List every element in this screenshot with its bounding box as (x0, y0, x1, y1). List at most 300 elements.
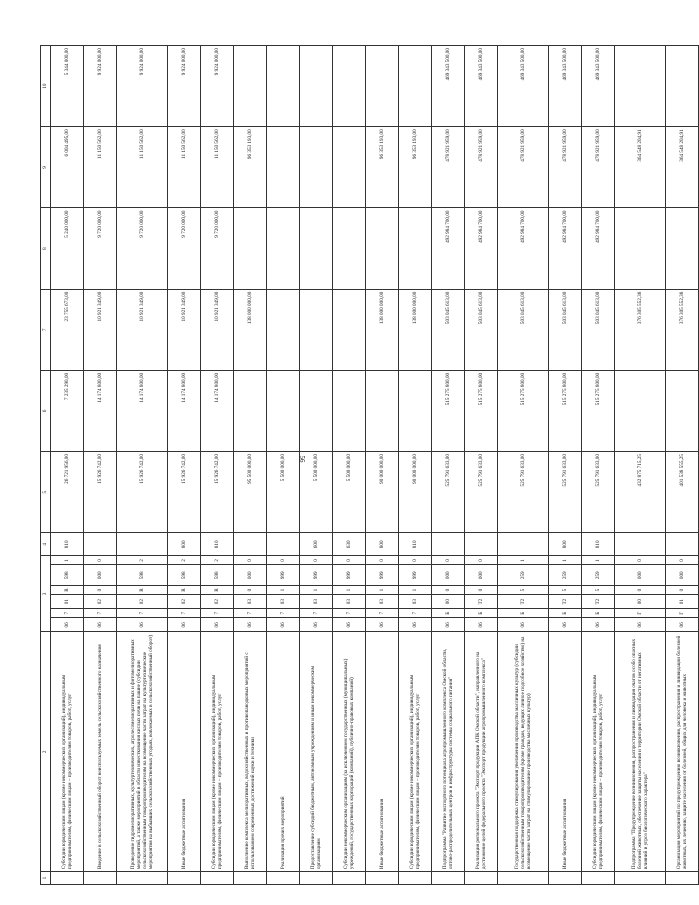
row-name: Введение в сельскохозяйственный оборот неиспользуемых земель сельскохозяйственного назначения (84, 632, 117, 872)
amount-cell: 96 353 193,00 (366, 127, 399, 208)
code-cell: 259 (549, 565, 582, 586)
row-name: Иные бюджетные ассигнования (366, 632, 399, 872)
expense-type-cell (84, 533, 117, 556)
row-name: Иные бюджетные ассигнования (549, 632, 582, 872)
row-index-cell (168, 872, 201, 885)
amount-cell (300, 208, 333, 289)
code-cell: 03 (300, 595, 333, 609)
amount-cell: 15 926 742,00 (84, 452, 117, 533)
amount-cell (333, 127, 366, 208)
amount-cell: 469 343 500,00 (498, 46, 549, 127)
row-index-cell (666, 872, 699, 885)
row-name: Выполнение комплекса мелиоративных, водохозяйственных и противопаводковых мероприятий с использованием современных достижений науки и техники (234, 632, 267, 872)
code-cell: R (117, 586, 168, 595)
amount-cell (666, 208, 699, 289)
code-cell: 7 (201, 609, 234, 618)
code-cell: 999 (399, 565, 432, 586)
amount-cell: 15 926 742,00 (201, 452, 234, 533)
code-cell: 03 (267, 595, 300, 609)
row-name: Субсидии юридическим лицам (кроме некоммерческих организаций), индивидуальным предпринимателям, физическим лицам – производителям товаров, работ, услуг (399, 632, 432, 872)
code-cell: 0 (84, 556, 117, 565)
code-cell: 2 (117, 556, 168, 565)
row-name: Государственная поддержка стимулирования увеличения производства масличных культур (субсидии сельскохозяйственным товаропроизводителям (кроме граждан, ведущих личное подсобное хозяйство) на возмещение части затрат на стимулирование производства масличных культур) (498, 632, 549, 872)
amount-cell (333, 370, 366, 451)
code-cell: 02 (117, 595, 168, 609)
code-cell: 999 (333, 565, 366, 586)
amount-cell (333, 289, 366, 370)
header-cell: 1 (41, 872, 51, 885)
code-cell: 598 (168, 565, 201, 586)
amount-cell: 503 045 613,00 (549, 289, 582, 370)
code-cell: 5 (498, 586, 549, 595)
table-row (366, 46, 399, 885)
amount-cell: 9 924 000,00 (168, 46, 201, 127)
amount-cell: 492 984 700,00 (465, 208, 498, 289)
expense-type-cell: 810 (582, 533, 615, 556)
amount-cell: 14 174 800,00 (117, 370, 168, 451)
budget-table (40, 45, 699, 885)
row-index-cell (432, 872, 465, 885)
code-cell: 06 (117, 618, 168, 632)
header-row (41, 46, 51, 885)
code-cell: 2 (201, 556, 234, 565)
code-cell: 1 (582, 556, 615, 565)
amount-cell: 469 343 500,00 (582, 46, 615, 127)
code-cell: 0 (234, 586, 267, 595)
code-cell: 00 (615, 595, 666, 609)
code-cell: 03 (234, 595, 267, 609)
expense-type-cell: 800 (366, 533, 399, 556)
header-cell: 7 (41, 289, 51, 370)
code-cell: 06 (666, 618, 699, 632)
code-cell: 0 (465, 586, 498, 595)
amount-cell: 503 045 613,00 (465, 289, 498, 370)
amount-cell (300, 370, 333, 451)
amount-cell: 525 791 633,00 (498, 452, 549, 533)
amount-cell (399, 208, 432, 289)
code-cell: 7 (366, 609, 399, 618)
table-row (465, 46, 498, 885)
expense-type-cell (267, 533, 300, 556)
code-cell: 06 (582, 618, 615, 632)
amount-cell: 14 174 800,00 (84, 370, 117, 451)
table-row (84, 46, 117, 885)
amount-cell: 5 240 000,00 (51, 208, 84, 289)
amount-cell (300, 127, 333, 208)
code-cell: Г (666, 609, 699, 618)
expense-type-cell: 810 (51, 533, 84, 556)
code-cell: 06 (333, 618, 366, 632)
amount-cell (300, 289, 333, 370)
amount-cell: 11 150 562,00 (201, 127, 234, 208)
code-cell: 598 (117, 565, 168, 586)
header-cell: 5 (41, 452, 51, 533)
amount-cell: 515 275 800,00 (432, 370, 465, 451)
code-cell: 01 (51, 595, 84, 609)
code-cell: 06 (168, 618, 201, 632)
code-cell: Б (465, 609, 498, 618)
code-cell: 5 (582, 586, 615, 595)
code-cell: Б (549, 609, 582, 618)
code-cell: 0 (432, 556, 465, 565)
amount-cell: 10 921 349,00 (84, 289, 117, 370)
expense-type-cell (117, 533, 168, 556)
amount-cell: 90 000 000,00 (399, 452, 432, 533)
amount-cell: 515 275 800,00 (582, 370, 615, 451)
amount-cell: 432 875 715,25 (615, 452, 666, 533)
code-cell: 0 (615, 556, 666, 565)
code-cell: 598 (51, 565, 84, 586)
row-index-cell (498, 872, 549, 885)
code-cell: 06 (498, 618, 549, 632)
amount-cell: 5 500 000,00 (333, 452, 366, 533)
header-cell: 6 (41, 370, 51, 451)
amount-cell: 96 353 193,00 (234, 127, 267, 208)
amount-cell: 9 720 000,00 (117, 208, 168, 289)
amount-cell: 11 150 562,00 (117, 127, 168, 208)
code-cell: 999 (366, 565, 399, 586)
code-cell: 06 (267, 618, 300, 632)
expense-type-cell: 630 (333, 533, 366, 556)
code-cell: 0 (465, 556, 498, 565)
amount-cell: 515 275 800,00 (465, 370, 498, 451)
header-cell: 3 (41, 556, 51, 632)
code-cell: 1 (549, 556, 582, 565)
amount-cell (615, 46, 666, 127)
code-cell: 0 (333, 556, 366, 565)
code-cell: 7 (168, 609, 201, 618)
expense-type-cell (498, 533, 549, 556)
amount-cell: 10 921 349,00 (201, 289, 234, 370)
expense-type-cell (615, 533, 666, 556)
amount-cell: 9 720 000,00 (201, 208, 234, 289)
code-cell: Т2 (498, 595, 549, 609)
code-cell: 000 (234, 565, 267, 586)
amount-cell (366, 46, 399, 127)
code-cell: 999 (267, 565, 300, 586)
amount-cell: 5 344 000,00 (51, 46, 84, 127)
amount-cell: 478 921 959,00 (582, 127, 615, 208)
code-cell: 1 (51, 556, 84, 565)
expense-type-cell: 800 (549, 533, 582, 556)
amount-cell: 23 755 673,00 (51, 289, 84, 370)
amount-cell (267, 289, 300, 370)
amount-cell (300, 46, 333, 127)
row-name: Субсидии юридическим лицам (кроме некоммерческих организаций), индивидуальным предпринимателям, физическим лицам – производителям товаров, работ, услуг (51, 632, 84, 872)
amount-cell: 9 924 000,00 (84, 46, 117, 127)
row-index-cell (333, 872, 366, 885)
code-cell: R (201, 586, 234, 595)
code-cell: 06 (300, 618, 333, 632)
code-cell: 0 (84, 586, 117, 595)
code-cell: 0 (666, 586, 699, 595)
code-cell: 0 (432, 586, 465, 595)
row-name: Реализация прочих мероприятий (267, 632, 300, 872)
amount-cell: 96 353 193,00 (399, 127, 432, 208)
code-cell: 598 (201, 565, 234, 586)
row-index-cell (267, 872, 300, 885)
rotated-page (40, 45, 688, 885)
code-cell: 02 (84, 595, 117, 609)
expense-type-cell: 800 (168, 533, 201, 556)
amount-cell: 492 984 700,00 (432, 208, 465, 289)
code-cell: 0 (399, 556, 432, 565)
amount-cell: 26 721 956,00 (51, 452, 84, 533)
amount-cell (267, 370, 300, 451)
code-cell: 1 (366, 586, 399, 595)
amount-cell (333, 46, 366, 127)
amount-cell: 10 921 349,00 (168, 289, 201, 370)
row-name: Реализация регионального проекта "Экспорт продукции АПК Омской области", направленного на достижение целей федерального проекта "Экспорт продукции агропромышленного комплекса" (465, 632, 498, 872)
code-cell: 06 (84, 618, 117, 632)
code-cell: 2 (168, 556, 201, 565)
row-index-cell (51, 872, 84, 885)
code-cell: 000 (666, 565, 699, 586)
expense-type-cell (234, 533, 267, 556)
header-cell: 10 (41, 46, 51, 127)
code-cell: Б (582, 609, 615, 618)
amount-cell: 5 500 000,00 (267, 452, 300, 533)
amount-cell: 478 921 959,00 (465, 127, 498, 208)
row-index-cell (615, 872, 666, 885)
amount-cell (399, 370, 432, 451)
code-cell: 000 (615, 565, 666, 586)
amount-cell (615, 208, 666, 289)
amount-cell: 9 924 000,00 (201, 46, 234, 127)
code-cell: 7 (333, 609, 366, 618)
code-cell: 259 (582, 565, 615, 586)
row-index-cell (582, 872, 615, 885)
row-name: Подпрограмма "Предупреждение возникновения, распространения и ликвидация очагов особо опасных болезней животных, обеспечение защиты населения и территории Омской области от негативных влияний и угроз биологического характера" (615, 632, 666, 872)
code-cell: 0 (366, 556, 399, 565)
amount-cell: 525 791 633,00 (432, 452, 465, 533)
code-cell: Г (615, 609, 666, 618)
code-cell: 7 (117, 609, 168, 618)
amount-cell: 364 548 204,91 (615, 127, 666, 208)
code-cell: 06 (234, 618, 267, 632)
amount-cell (666, 370, 699, 451)
amount-cell (366, 208, 399, 289)
table-row (201, 46, 234, 885)
page-number: 56 (298, 455, 306, 463)
table-row (549, 46, 582, 885)
code-cell: Т2 (549, 595, 582, 609)
amount-cell (267, 208, 300, 289)
amount-cell: 5 500 000,00 (300, 452, 333, 533)
code-cell: 7 (234, 609, 267, 618)
amount-cell: 10 921 349,00 (117, 289, 168, 370)
amount-cell: 503 045 613,00 (432, 289, 465, 370)
code-cell: 1 (333, 586, 366, 595)
code-cell: 06 (549, 618, 582, 632)
table-row (333, 46, 366, 885)
code-cell: 00 (432, 595, 465, 609)
amount-cell: 525 791 633,00 (465, 452, 498, 533)
amount-cell: 9 720 000,00 (84, 208, 117, 289)
amount-cell: 492 984 700,00 (549, 208, 582, 289)
code-cell: R (51, 586, 84, 595)
code-cell: 0 (300, 556, 333, 565)
code-cell: 1 (300, 586, 333, 595)
amount-cell (267, 127, 300, 208)
amount-cell (234, 208, 267, 289)
code-cell: 06 (201, 618, 234, 632)
row-name: Подпрограмма "Развитие экспортного потенциала агропромышленного комплекса Омской области, оптово-распределительных центров и инфраструктуры системы социального питания" (432, 632, 465, 872)
code-cell: 06 (399, 618, 432, 632)
row-name: Субсидии юридическим лицам (кроме некоммерческих организаций), индивидуальным предпринимателям, физическим лицам – производителям товаров, работ, услуг (201, 632, 234, 872)
amount-cell (615, 370, 666, 451)
code-cell: 03 (366, 595, 399, 609)
table-body (51, 46, 699, 885)
expense-type-cell: 810 (201, 533, 234, 556)
amount-cell: 95 500 000,00 (234, 452, 267, 533)
code-cell: 5 (549, 586, 582, 595)
table-row (498, 46, 549, 885)
row-name: Предоставление субсидий бюджетным, автономным учреждениям и иным некоммерческим организациям (300, 632, 333, 872)
row-index-cell (399, 872, 432, 885)
amount-cell: 364 548 204,91 (666, 127, 699, 208)
amount-cell: 376 305 552,38 (615, 289, 666, 370)
row-index-cell (549, 872, 582, 885)
expense-type-cell (465, 533, 498, 556)
row-index-cell (366, 872, 399, 885)
amount-cell: 503 045 613,00 (498, 289, 549, 370)
amount-cell (234, 370, 267, 451)
header-cell: 8 (41, 208, 51, 289)
amount-cell: 15 926 742,00 (117, 452, 168, 533)
amount-cell: 9 924 000,00 (117, 46, 168, 127)
row-index-cell (234, 872, 267, 885)
amount-cell: 469 343 500,00 (549, 46, 582, 127)
row-index-cell (300, 872, 333, 885)
table-row (582, 46, 615, 885)
code-cell: 000 (465, 565, 498, 586)
amount-cell: 525 791 633,00 (549, 452, 582, 533)
amount-cell: 492 984 700,00 (498, 208, 549, 289)
row-name: Субсидии некоммерческим организациям (за исключением государственных (муниципальных) учреждений, государственных корпораций (компаний), публично-правовых компаний) (333, 632, 366, 872)
amount-cell: 401 538 555,25 (666, 452, 699, 533)
expense-type-cell (666, 533, 699, 556)
code-cell: Б (432, 609, 465, 618)
amount-cell: 503 045 613,00 (582, 289, 615, 370)
amount-cell: 6 004 495,00 (51, 127, 84, 208)
amount-cell: 9 720 000,00 (168, 208, 201, 289)
code-cell: 0 (615, 586, 666, 595)
amount-cell (666, 46, 699, 127)
row-name: Организация мероприятий по предупреждению возникновения, распространения и ликвидации болезней животных, их лечению, защите населения от болезней, общих для человека и животных (666, 632, 699, 872)
row-index-cell (84, 872, 117, 885)
header-cell: 9 (41, 127, 51, 208)
amount-cell: 478 921 959,00 (549, 127, 582, 208)
code-cell: 01 (666, 595, 699, 609)
amount-cell: 14 174 800,00 (201, 370, 234, 451)
code-cell: 1 (498, 556, 549, 565)
code-cell: 0 (267, 556, 300, 565)
table-row (117, 46, 168, 885)
expense-type-cell: 810 (399, 533, 432, 556)
code-cell: 7 (399, 609, 432, 618)
row-name: Иные бюджетные ассигнования (168, 632, 201, 872)
table-row (51, 46, 84, 885)
amount-cell: 525 791 633,00 (582, 452, 615, 533)
header-cell: 2 (41, 632, 51, 872)
code-cell: 7 (267, 609, 300, 618)
amount-cell: 515 275 800,00 (549, 370, 582, 451)
code-cell: 06 (432, 618, 465, 632)
row-name: Субсидии юридическим лицам (кроме некоммерческих организаций), индивидуальным предпринимателям, физическим лицам – производителям товаров, работ, услуг (582, 632, 615, 872)
amount-cell: 478 921 959,00 (498, 127, 549, 208)
code-cell: 0 (666, 556, 699, 565)
amount-cell: 376 305 552,38 (666, 289, 699, 370)
amount-cell: 478 921 959,00 (432, 127, 465, 208)
amount-cell (333, 208, 366, 289)
code-cell: 000 (432, 565, 465, 586)
code-cell: 06 (51, 618, 84, 632)
code-cell: Б (498, 609, 549, 618)
amount-cell (366, 370, 399, 451)
amount-cell: 138 000 000,00 (366, 289, 399, 370)
row-index-cell (117, 872, 168, 885)
amount-cell (234, 46, 267, 127)
expense-type-cell (432, 533, 465, 556)
table-row (399, 46, 432, 885)
expense-type-cell: 600 (300, 533, 333, 556)
amount-cell: 469 343 500,00 (432, 46, 465, 127)
code-cell: 02 (168, 595, 201, 609)
amount-cell (267, 46, 300, 127)
code-cell: 1 (399, 586, 432, 595)
code-cell: 06 (615, 618, 666, 632)
code-cell: 02 (201, 595, 234, 609)
amount-cell: 14 174 800,00 (168, 370, 201, 451)
amount-cell: 11 150 562,00 (84, 127, 117, 208)
code-cell: 7 (84, 609, 117, 618)
code-cell: Т2 (465, 595, 498, 609)
code-cell: 0 (234, 556, 267, 565)
table-row (267, 46, 300, 885)
row-index-cell (465, 872, 498, 885)
table-row (234, 46, 267, 885)
table-row (432, 46, 465, 885)
amount-cell: 515 275 800,00 (498, 370, 549, 451)
amount-cell: 7 235 290,00 (51, 370, 84, 451)
code-cell: 999 (300, 565, 333, 586)
amount-cell: 90 000 000,00 (366, 452, 399, 533)
amount-cell: 15 926 742,00 (168, 452, 201, 533)
table-row (615, 46, 666, 885)
table-row (666, 46, 699, 885)
code-cell: 7 (300, 609, 333, 618)
amount-cell (399, 46, 432, 127)
amount-cell: 138 000 000,00 (399, 289, 432, 370)
table-row (168, 46, 201, 885)
code-cell: Т2 (582, 595, 615, 609)
code-cell: 03 (399, 595, 432, 609)
row-index-cell (201, 872, 234, 885)
row-name: Проведение гидромелиоративных, культуртехнических, агролесомелиоративных и фитомелиоративных мероприятий, а также мероприятий в области известкования кислых почв на пашне (субсидии сельскохозяйственным товаропроизводителям на возмещение части затрат на культуртехнические мероприятия на выбывших сельскохозяйственных угодьях, вовлекаемых в сельскохозяйственный оборот) (117, 632, 168, 872)
header-cell: 4 (41, 533, 51, 556)
code-cell: 1 (267, 586, 300, 595)
amount-cell: 469 343 500,00 (465, 46, 498, 127)
table-row (300, 46, 333, 885)
code-cell: R (168, 586, 201, 595)
code-cell: 06 (366, 618, 399, 632)
amount-cell: 138 000 000,00 (234, 289, 267, 370)
code-cell: 06 (465, 618, 498, 632)
code-cell: 7 (51, 609, 84, 618)
code-cell: 03 (333, 595, 366, 609)
amount-cell: 492 984 700,00 (582, 208, 615, 289)
